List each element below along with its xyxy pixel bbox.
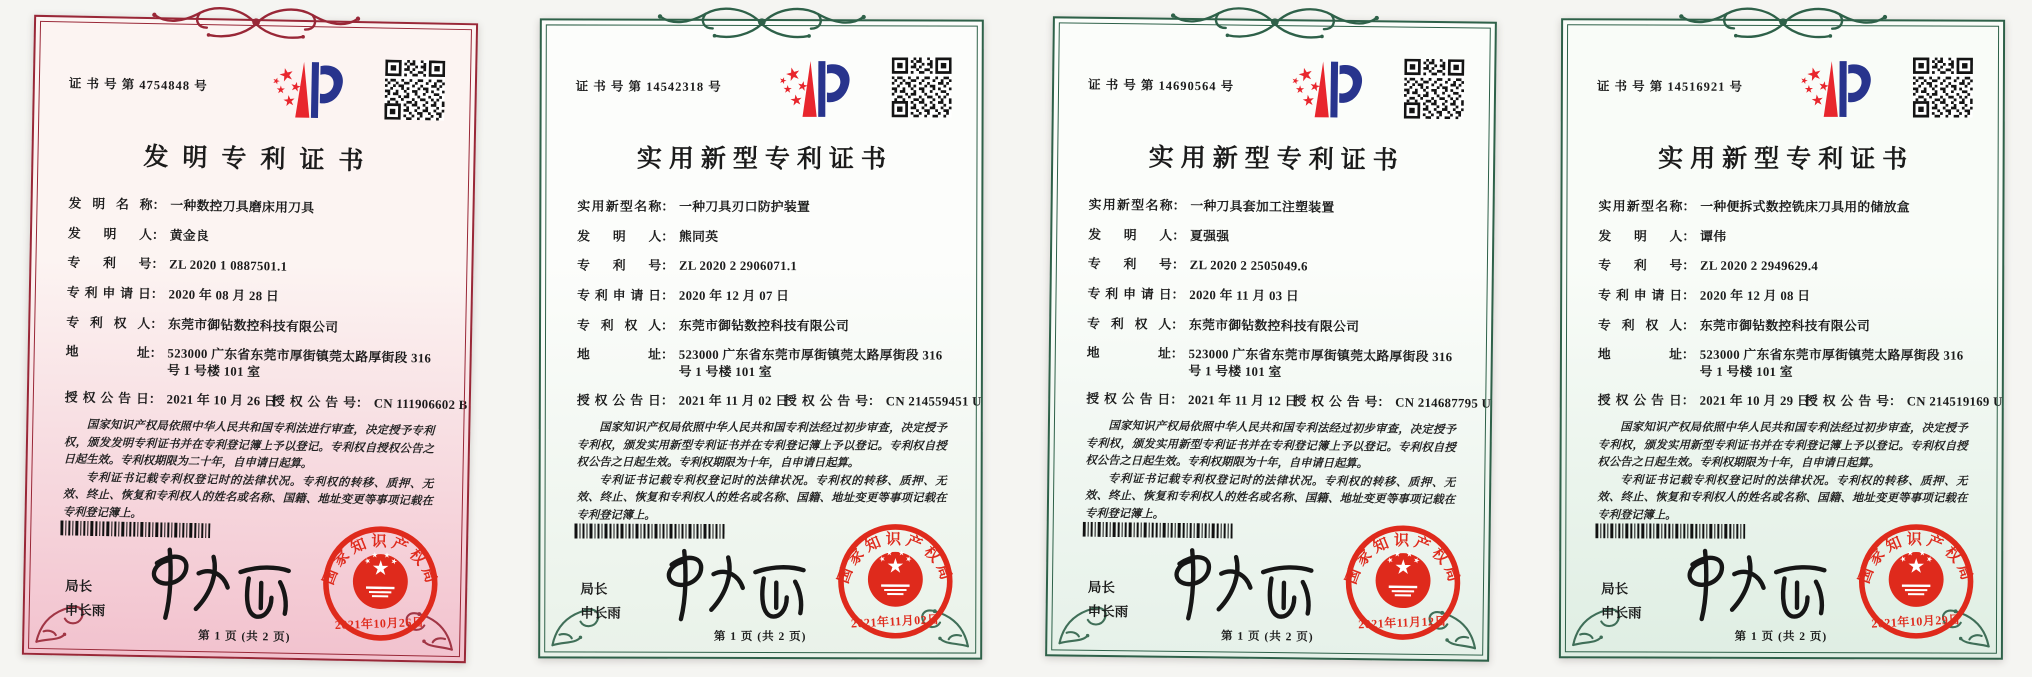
- field-colon: ：: [149, 345, 163, 360]
- grant-no-value: CN 111906602 B: [373, 396, 468, 413]
- field-value: ZL 2020 2 2906071.1: [678, 258, 797, 273]
- field-colon: ：: [1171, 287, 1185, 302]
- seal-date: 2021年10月26日: [334, 614, 425, 632]
- certificate-title: 实用新型专利证书: [1148, 143, 1406, 175]
- field-value: 东莞市御钻数控科技有限公司: [167, 316, 339, 334]
- field-colon: ：: [867, 394, 881, 409]
- grant-date-pair: [64, 389, 278, 410]
- certificate-number: 证 书 号 第 14516921 号: [1596, 78, 1744, 94]
- legal-text: [540, 409, 980, 525]
- field-label: 专利号: [1598, 258, 1683, 273]
- field-colon: ：: [1682, 228, 1696, 243]
- field-colon: ：: [1172, 198, 1186, 213]
- field-colon: ：: [152, 197, 166, 212]
- director-block: [1088, 575, 1129, 624]
- grant-row: [1597, 392, 2003, 410]
- grant-date-value: 2021 年 10 月 29 日: [1699, 393, 1810, 408]
- certificate-title: 实用新型专利证书: [636, 145, 893, 173]
- field-label: 专利申请日: [576, 287, 661, 303]
- director-signature: [1665, 547, 1843, 632]
- field-value: 523000 广东省东莞市厚街镇莞太路厚街段 316 号 1 号楼 101 室: [678, 347, 943, 379]
- field-colon: ：: [151, 227, 165, 242]
- director-block: [65, 574, 106, 623]
- field-colon: ：: [150, 286, 164, 301]
- page-footer: 第 1 页 (共 2 页): [713, 630, 807, 643]
- legal-paragraph-1: 国家知识产权局依照中华人民共和国专利法经过初步审查，决定授予专利权，颁发实用新型专利证书并在专利登记簿上予以登记。专利权自授权公告之日起生效。专利权期限为十年，自申请日起算。: [1597, 420, 1968, 469]
- field-label: 实用新型名称: [576, 199, 662, 214]
- seal-date: 2021年11月02日: [850, 611, 940, 631]
- field-value: 一种刀具刃口防护装置: [678, 199, 810, 214]
- director-name: 申长雨: [1600, 605, 1642, 621]
- grant-no-pair: [783, 393, 982, 410]
- director-signature: [128, 545, 308, 632]
- field-colon: ：: [1171, 316, 1185, 331]
- official-seal-icon: [1855, 520, 1977, 642]
- director-title: 局长: [65, 577, 93, 594]
- certificate-fields: [29, 170, 473, 413]
- top-flourish-ornament: [645, 3, 877, 44]
- field-label: 实用新型名称: [1088, 197, 1174, 213]
- grant-date-pair: [1086, 391, 1299, 410]
- director-signature: [644, 547, 822, 631]
- grant-no-label: 授权公告号: [271, 394, 357, 410]
- field-row-patent-no: [1088, 256, 1458, 277]
- grant-row: [576, 392, 982, 410]
- field-value: 一种数控刀具磨床用刀具: [170, 197, 315, 215]
- field-value: 523000 广东省东莞市厚街镇莞太路厚街段 316 号 1 号楼 101 室: [167, 346, 432, 379]
- field-label: 发明人: [1598, 228, 1683, 243]
- field-row-application-date: [577, 287, 947, 305]
- field-row-name: [577, 198, 947, 216]
- field-row-inventor: [1598, 227, 1968, 245]
- field-colon: ：: [355, 395, 369, 411]
- field-colon: ：: [660, 199, 674, 214]
- cnipa-logo-icon: [1749, 56, 1913, 123]
- field-colon: ：: [1888, 394, 1902, 409]
- grant-date-label: 授权公告日: [576, 393, 661, 408]
- cnipa-logo-icon: [220, 56, 385, 125]
- grant-no-label: 授权公告号: [1804, 393, 1889, 409]
- field-row-address: [1087, 344, 1457, 382]
- field-row-address: [65, 343, 436, 383]
- director-name: 申长雨: [579, 605, 621, 621]
- field-row-inventor: [577, 228, 947, 246]
- grant-date-value: 2021 年 10 月 26 日: [166, 392, 278, 409]
- field-label: 专利权人: [66, 314, 151, 331]
- legal-paragraph-1: 国家知识产权局依照中华人民共和国专利法进行审查，决定授予专利权，颁发发明专利证书并在专利登记簿上予以登记。专利权自授权公告之日起生效。专利权期限为二十年，自申请日起算。: [63, 418, 435, 470]
- field-label: 发明名称: [68, 195, 153, 212]
- field-label: 发明人: [67, 225, 153, 242]
- barcode-icon: [1595, 523, 1745, 539]
- certificate-number: 证 书 号 第 14690564 号: [1088, 77, 1235, 94]
- official-seal-icon: [318, 521, 442, 645]
- field-value: 黄金良: [169, 227, 210, 243]
- certificate-fields: [1050, 172, 1493, 412]
- patent-certificate: [22, 14, 478, 662]
- field-row-application-date: [67, 284, 437, 308]
- certificate-fields: [540, 174, 981, 410]
- field-value: ZL 2020 2 2505049.6: [1189, 257, 1309, 274]
- legal-paragraph-2: 专利证书记载专利权登记时的法律状况。专利权的转移、质押、无效、终止、恢复和专利权人的姓名或名称、国籍、地址变更等事项记载在专利登记簿上。: [576, 473, 947, 521]
- field-row-patentee: [577, 317, 947, 335]
- field-row-patent-no: [1598, 257, 1968, 275]
- legal-paragraph-1: 国家知识产权局依照中华人民共和国专利法经过初步审查，决定授予专利权，颁发实用新型专利证书并在专利登记簿上予以登记。专利权自授权公告之日起生效。专利权期限为十年，自申请日起算。: [1085, 419, 1457, 470]
- field-colon: ：: [1172, 257, 1186, 272]
- field-colon: ：: [1172, 227, 1186, 243]
- field-value: 夏强强: [1190, 228, 1230, 243]
- field-label: 专利申请日: [1087, 286, 1172, 302]
- field-label: 专利号: [1088, 256, 1173, 272]
- field-label: 地址: [65, 344, 150, 360]
- field-colon: ：: [1681, 317, 1695, 332]
- official-seal-icon: [1342, 520, 1465, 643]
- field-row-name: [1089, 196, 1459, 217]
- grant-date-label: 授权公告日: [1597, 393, 1682, 408]
- grant-no-pair: [1804, 393, 2003, 410]
- legal-text: [1049, 407, 1490, 527]
- field-value: 523000 广东省东莞市厚街镇莞太路厚街段 316 号 1 号楼 101 室: [1699, 347, 1964, 379]
- field-colon: ：: [660, 393, 674, 408]
- field-colon: ：: [1681, 347, 1695, 362]
- field-value: 东莞市御钻数控科技有限公司: [1699, 317, 1871, 333]
- patent-certificate: [538, 18, 984, 659]
- legal-paragraph-2: 专利证书记载专利权登记时的法律状况。专利权的转移、质押、无效、终止、恢复和专利权人的姓名或名称、国籍、地址变更等事项记载在专利登记簿上。: [1085, 472, 1456, 520]
- barcode-icon: [574, 523, 724, 538]
- grant-no-value: CN 214687795 U: [1395, 395, 1492, 411]
- director-block: [580, 577, 621, 626]
- page-footer: 第 1 页 (共 2 页): [1221, 629, 1315, 644]
- legal-paragraph-2: 专利证书记载专利权登记时的法律状况。专利权的转移、质押、无效、终止、恢复和专利权人的姓名或名称、国籍、地址变更等事项记载在专利登记簿上。: [1597, 473, 1968, 521]
- field-colon: ：: [1170, 392, 1184, 407]
- field-label: 专利权人: [1597, 317, 1683, 332]
- top-flourish-ornament: [140, 1, 373, 45]
- seal-date: 2021年10月29日: [1870, 611, 1962, 631]
- field-label: 实用新型名称: [1598, 198, 1683, 214]
- field-value: 东莞市御钻数控科技有限公司: [1189, 316, 1360, 334]
- field-label: 地址: [1597, 346, 1682, 362]
- field-label: 专利权人: [1087, 315, 1172, 331]
- grant-no-value: CN 214519169 U: [1906, 394, 2003, 409]
- field-row-patentee: [1598, 316, 1968, 334]
- field-row-address: [577, 346, 947, 380]
- barcode-icon: [60, 520, 210, 538]
- field-value: 一种便拆式数控铣床刀具用的储放盒: [1700, 199, 1910, 214]
- director-name: 申长雨: [1087, 603, 1129, 620]
- qr-code-icon: [1404, 58, 1465, 119]
- certificate-title: 发明专利证书: [143, 143, 378, 175]
- field-label: 发明人: [576, 228, 661, 243]
- official-seal-icon: [834, 520, 956, 642]
- director-block: [1601, 577, 1642, 626]
- director-title: 局长: [1601, 580, 1629, 596]
- patent-certificate: [1045, 16, 1497, 661]
- cnipa-logo-icon: [727, 56, 891, 122]
- legal-text: [1561, 409, 2001, 526]
- cnipa-logo-icon: [1240, 56, 1405, 124]
- grant-no-label: 授权公告号: [1293, 394, 1378, 410]
- field-colon: ：: [1377, 395, 1391, 410]
- field-value: 谭伟: [1700, 228, 1727, 243]
- page-footer: 第 1 页 (共 2 页): [1734, 630, 1828, 643]
- certificate-number: 证 书 号 第 4754848 号: [68, 75, 208, 93]
- qr-code-icon: [384, 59, 445, 120]
- seal-date: 2021年11月12日: [1358, 613, 1448, 631]
- patent-certificate: [1559, 18, 2005, 660]
- field-value: 2020 年 08 月 28 日: [168, 286, 280, 303]
- field-label: 专利权人: [576, 317, 661, 332]
- field-colon: ：: [660, 258, 674, 273]
- field-value: ZL 2020 2 2949629.4: [1699, 258, 1819, 273]
- field-value: 523000 广东省东莞市厚街镇莞太路厚街段 316 号 1 号楼 101 室: [1188, 346, 1453, 379]
- field-colon: ：: [1682, 288, 1695, 303]
- field-value: ZL 2020 1 0887501.1: [169, 257, 288, 274]
- certificate-title: 实用新型专利证书: [1658, 145, 1915, 173]
- field-row-address: [1598, 346, 1968, 381]
- field-value: 一种刀具套加工注塑装置: [1190, 198, 1335, 215]
- legal-paragraph-2: 专利证书记载专利权登记时的法律状况。专利权的转移、质押、无效、终止、恢复和专利权人的姓名或名称、国籍、地址变更等事项记载在专利登记簿上。: [62, 470, 434, 519]
- field-colon: ：: [1682, 258, 1696, 273]
- field-colon: ：: [660, 288, 674, 303]
- field-label: 专利申请日: [66, 284, 151, 301]
- grant-no-label: 授权公告号: [783, 393, 868, 409]
- grant-date-label: 授权公告日: [1086, 391, 1171, 407]
- barcode-icon: [1083, 521, 1233, 538]
- director-title: 局长: [1088, 579, 1116, 595]
- certificate-fields: [1562, 174, 2003, 411]
- grant-date-label: 授权公告日: [64, 390, 149, 406]
- grant-date-pair: [1597, 392, 1810, 409]
- director-title: 局长: [579, 581, 608, 597]
- field-label: 专利号: [67, 255, 152, 271]
- director-signature: [1152, 546, 1331, 632]
- field-value: 2020 年 11 月 03 日: [1189, 287, 1300, 303]
- field-colon: ：: [151, 256, 165, 272]
- page-footer: 第 1 页 (共 2 页): [197, 629, 291, 644]
- field-row-patentee: [1087, 315, 1457, 336]
- field-label: 地址: [576, 347, 661, 362]
- field-value: 东莞市御钻数控科技有限公司: [678, 317, 849, 333]
- field-value: 2020 年 12 月 08 日: [1699, 288, 1811, 303]
- legal-text: [26, 405, 468, 528]
- field-colon: ：: [1681, 393, 1695, 408]
- field-label: 发明人: [1088, 226, 1173, 242]
- top-flourish-ornament: [1159, 2, 1391, 45]
- field-value: 2020 年 12 月 07 日: [678, 288, 789, 303]
- field-row-application-date: [1088, 285, 1458, 306]
- field-colon: ：: [1682, 199, 1696, 214]
- field-colon: ：: [1171, 346, 1185, 361]
- grant-date-value: 2021 年 11 月 12 日: [1188, 392, 1299, 409]
- field-row-inventor: [68, 225, 438, 249]
- field-row-patent-no: [67, 254, 437, 278]
- field-colon: ：: [660, 317, 674, 332]
- qr-code-icon: [891, 57, 951, 117]
- field-row-inventor: [1088, 226, 1458, 247]
- field-row-name: [68, 195, 438, 219]
- field-colon: ：: [148, 391, 162, 407]
- field-colon: ：: [660, 228, 674, 243]
- field-label: 地址: [1087, 345, 1172, 361]
- field-label: 专利号: [576, 258, 661, 273]
- field-colon: ：: [150, 316, 164, 331]
- field-label: 专利申请日: [1598, 287, 1683, 303]
- field-value: 熊同英: [678, 228, 719, 244]
- director-name: 申长雨: [64, 602, 106, 619]
- grant-no-value: CN 214559451 U: [885, 394, 982, 409]
- grant-no-pair: [1293, 393, 1492, 412]
- grant-date-pair: [576, 392, 788, 409]
- legal-paragraph-1: 国家知识产权局依照中华人民共和国专利法经过初步审查，决定授予专利权，颁发实用新型专利证书并在专利登记簿上予以登记。专利权自授权公告之日起生效。专利权期限为十年，自申请日起算。: [576, 421, 947, 469]
- top-flourish-ornament: [1667, 3, 1899, 44]
- grant-date-value: 2021 年 11 月 02 日: [678, 393, 788, 408]
- qr-code-icon: [1913, 57, 1973, 117]
- certificate-number: 证 书 号 第 14542318 号: [575, 79, 722, 94]
- field-row-application-date: [1598, 287, 1968, 305]
- field-row-patent-no: [577, 257, 947, 275]
- field-row-name: [1598, 198, 1968, 216]
- field-row-patentee: [66, 313, 436, 337]
- field-colon: ：: [660, 347, 674, 362]
- grant-no-pair: [271, 393, 468, 413]
